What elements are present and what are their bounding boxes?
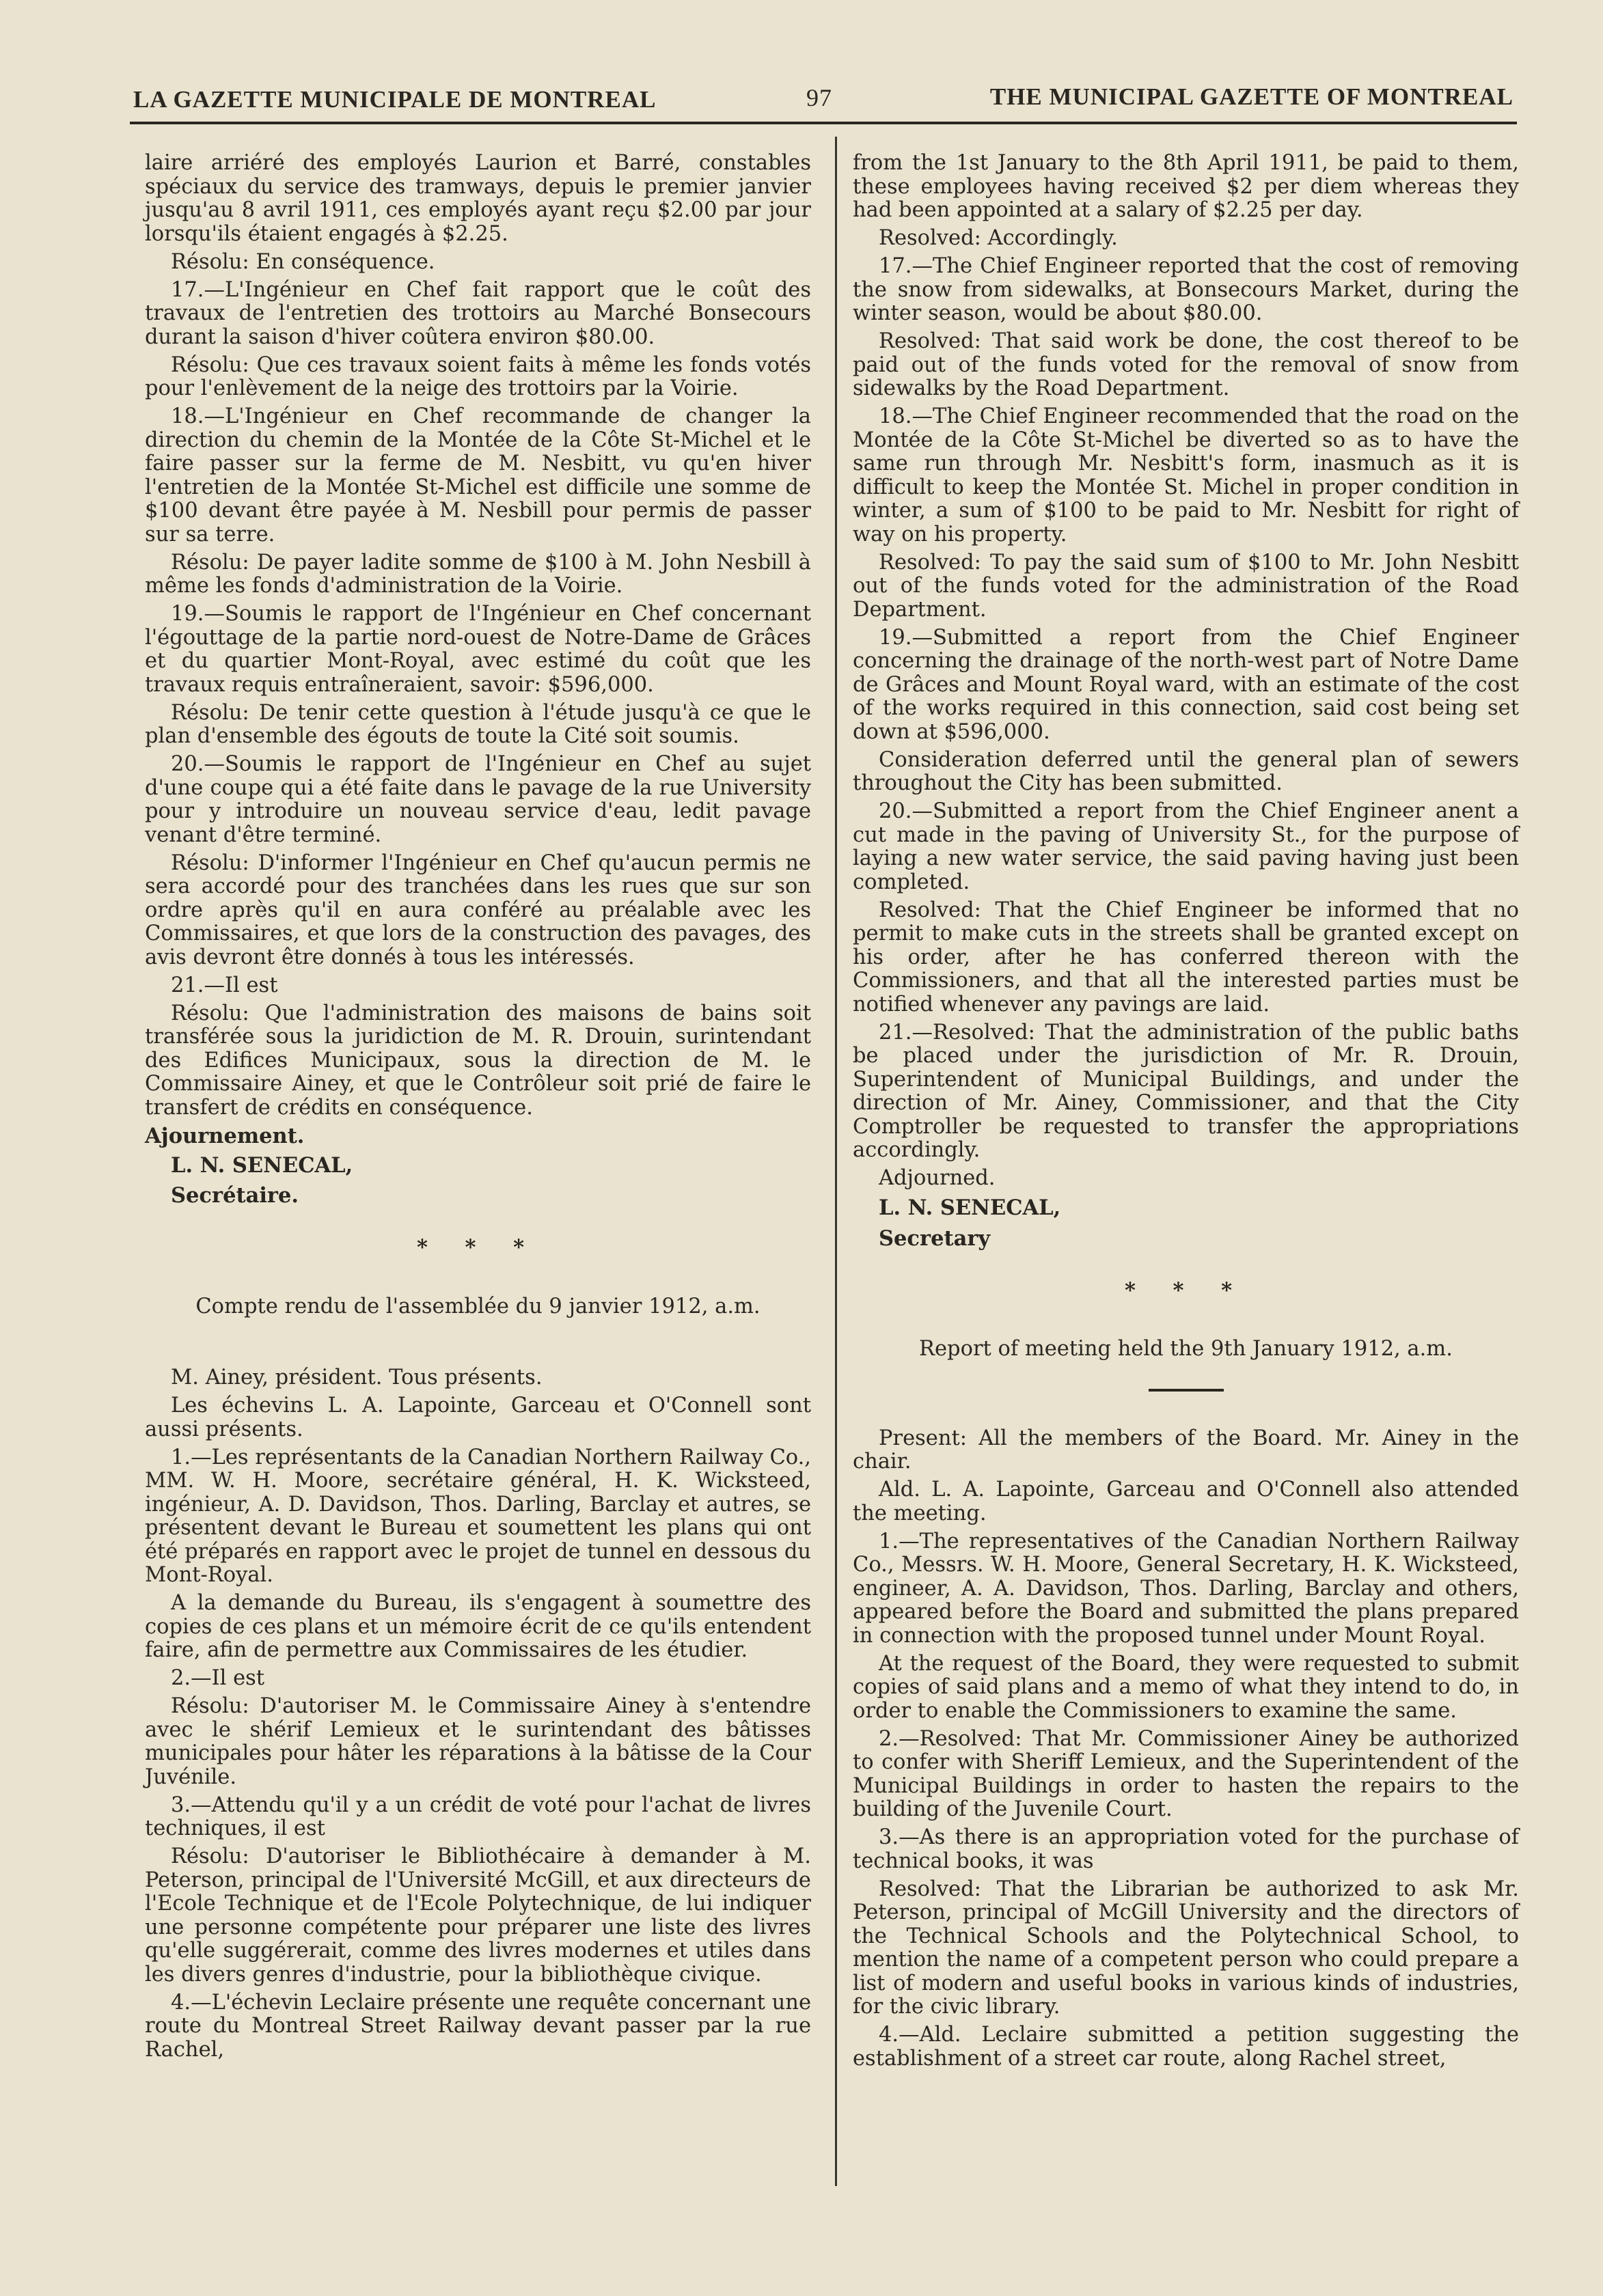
column-divider — [835, 137, 837, 2186]
fr-paragraph: Résolu: De tenir cette question à l'étude jusqu'à ce que le plan d'ensemble des égouts de toute la Cité soit soumis. — [145, 700, 811, 748]
fr-paragraph: Les échevins L. A. Lapointe, Garceau et O'Connell sont aussi présents. — [145, 1394, 811, 1441]
en-paragraph: Resolved: That the Librarian be authorized to ask Mr. Peterson, principal of McGill University and the directors of the Technical Schools and the Polytechnical School, to mention the name of a competent person who could prepare a list of modern and useful books in various kinds of industries, for the civic library. — [853, 1877, 1519, 2019]
fr-paragraph: 1.—Les représentants de la Canadian Northern Railway Co., MM. W. H. Moore, secrétaire général, H. K. Wicksteed, ingénieur, A. D. Davidson, Thos. Darling, Barclay et autres, se présentent devant le Bureau et soumettent les plans qui ont été préparés en rapport avec le projet de tunnel en dessous du Mont-Royal. — [145, 1445, 811, 1587]
title-rule — [1149, 1389, 1224, 1392]
en-paragraph: Resolved: That the Chief Engineer be informed that no permit to make cuts in the streets shall be granted except on his order, after he has conferred thereon with the Commissioners, and that all the interested parties must be notified whenever any pavings are laid. — [853, 898, 1519, 1016]
en-paragraph: 19.—Submitted a report from the Chief Engineer concerning the drainage of the north-west part of Notre Dame de Grâces and Mount Royal ward, with an estimate of the cost of the works required in this connection, said cost being set down at $596,000. — [853, 625, 1519, 744]
en-paragraph: Resolved: That said work be done, the cost thereof to be paid out of the funds voted for the removal of snow from sidewalks by the Road Department. — [853, 329, 1519, 400]
fr-paragraph: 4.—L'échevin Leclaire présente une requête concernant une route du Montreal Street Railway devant passer par la rue Rachel, — [145, 1990, 811, 2062]
fr-paragraph: Résolu: Que ces travaux soient faits à même les fonds votés pour l'enlèvement de la neige des trottoirs par la Voirie. — [145, 352, 811, 400]
page-header — [133, 81, 1513, 122]
en-meeting-title: Report of meeting held the 9th January 1912, a.m. — [919, 1337, 1453, 1361]
en-paragraph: Consideration deferred until the general plan of sewers throughout the City has been submitted. — [853, 747, 1519, 795]
en-paragraph: 1.—The representatives of the Canadian Northern Railway Co., Messrs. W. H. Moore, General Secretary, H. K. Wicksteed, engineer, A. A. Davidson, Thos. Darling, Barclay and others, appeared before the Board and submitted the plans prepared in connection with the proposed tunnel under Mount Royal. — [853, 1529, 1519, 1648]
header-english-title: THE MUNICIPAL GAZETTE OF MONTREAL — [989, 83, 1513, 110]
en-paragraph: 3.—As there is an appropriation voted for the purchase of technical books, it was — [853, 1825, 1519, 1873]
en-paragraph: 17.—The Chief Engineer reported that the cost of removing the snow from sidewalks, at Bonsecours Market, during the winter season, would be about $80.00. — [853, 254, 1519, 325]
en-paragraph: 21.—Resolved: That the administration of the public baths be placed under the jurisdiction of Mr. R. Drouin, Superintendent of Municipal Buildings, and under the direction of Mr. Ainey, Commissioner, and that the City Comptroller be requested to transfer the appropriations accordingly. — [853, 1020, 1519, 1162]
fr-paragraph: 19.—Soumis le rapport de l'Ingénieur en Chef concernant l'égouttage de la partie nord-ouest de Notre-Dame de Grâces et du quartier Mont-Royal, avec estimé du coût que les travaux requis entraîneraient, savoir: $596,000. — [145, 602, 811, 697]
en-paragraph: 4.—Ald. Leclaire submitted a petition suggesting the establishment of a street car route, along Rachel street, — [853, 2023, 1519, 2071]
english-column — [853, 152, 1519, 2075]
fr-paragraph: A la demande du Bureau, ils s'engagent à soumettre des copies de ces plans et un mémoire écrit de ce qu'ils entendent faire, afin de permettre aux Commissaires de les étudier. — [145, 1591, 811, 1662]
fr-paragraph: Résolu: D'informer l'Ingénieur en Chef qu'aucun permis ne sera accordé pour des tranchées dans les rues que sur son ordre après qu'il en aura conféré au préalable avec les Commissaires, et que lors de la construction des pavages, des avis devront être donnés à tous les intéressés. — [145, 850, 811, 969]
header-french-title: LA GAZETTE MUNICIPALE DE MONTREAL — [133, 86, 657, 113]
header-rule — [130, 122, 1517, 124]
fr-paragraph: 17.—L'Ingénieur en Chef fait rapport que le coût des travaux de l'entretien des trottoirs au Marché Bonsecours durant la saison d'hiver coûtera environ $80.00. — [145, 277, 811, 349]
en-paragraph: At the request of the Board, they were requested to submit copies of said plans and a memo of what they intend to do, in order to enable the Commissioners to examine the same. — [853, 1651, 1519, 1723]
fr-paragraph: laire arriéré des employés Laurion et Barré, constables spéciaux du service des tramways, depuis le premier janvier jusqu'au 8 avril 1911, ces employés ayant reçu $2.00 par jour lorsqu'ils étaient engagés à $2.25. — [145, 151, 811, 246]
en-separator: * * * — [1124, 1277, 1248, 1303]
fr-paragraph: 18.—L'Ingénieur en Chef recommande de changer la direction du chemin de la Montée de la Côte St-Michel et le faire passer sur la ferme de M. Nesbitt, vu qu'en hiver l'entretien de la Montée St-Michel est difficile une somme de $100 devant être payée à M. Nesbill pour permis de passer sur sa terre. — [145, 404, 811, 547]
fr-paragraph: 21.—Il est — [171, 973, 278, 997]
en-paragraph: Resolved: Accordingly. — [879, 226, 1118, 250]
fr-paragraph: Résolu: D'autoriser M. le Commissaire Ainey à s'entendre avec le shérif Lemieux et le surintendant des bâtisses municipales pour hâter les réparations à la bâtisse de la Cour Juvénile. — [145, 1694, 811, 1789]
en-paragraph: from the 1st January to the 8th April 1911, be paid to them, these employees having received $2 per diem whereas they had been appointed at a salary of $2.25 per day. — [853, 151, 1519, 222]
fr-paragraph: Résolu: En conséquence. — [171, 249, 435, 274]
fr-paragraph: M. Ainey, président. Tous présents. — [171, 1366, 543, 1389]
en-paragraph: Ald. L. A. Lapointe, Garceau and O'Connell also attended the meeting. — [853, 1478, 1519, 1525]
en-paragraph: Resolved: To pay the said sum of $100 to Mr. John Nesbitt out of the funds voted for the administration of the Road Department. — [853, 550, 1519, 622]
fr-signature-title: Secrétaire. — [171, 1183, 299, 1208]
fr-paragraph: 2.—Il est — [171, 1666, 265, 1690]
fr-paragraph: 20.—Soumis le rapport de l'Ingénieur en Chef au sujet d'une coupe qui a été faite dans le pavage de la rue University pour y introduire un nouveau service d'eau, ledit pavage venant d'être terminé. — [145, 752, 811, 847]
page-number: 97 — [806, 84, 832, 111]
fr-paragraph: Résolu: D'autoriser le Bibliothécaire à demander à M. Peterson, principal de l'Université McGill, et aux directeurs de l'Ecole Technique et de l'Ecole Polytechnique, de lui indiquer une personne compétente pour préparer une liste des livres qu'elle suggérerait, comme des livres modernes et utiles dans les divers genres d'industrie, pour la bibliothèque civique. — [145, 1844, 811, 1987]
en-signature-name: L. N. SENECAL, — [879, 1195, 1061, 1220]
en-signature-title: Secretary — [879, 1226, 991, 1251]
fr-meeting-title: Compte rendu de l'assemblée du 9 janvier 1912, a.m. — [195, 1294, 761, 1318]
en-paragraph: 20.—Submitted a report from the Chief Engineer anent a cut made in the paving of University St., for the purpose of laying a new water service, the said paving having just been completed. — [853, 799, 1519, 894]
fr-separator: * * * — [416, 1235, 540, 1260]
french-column — [145, 152, 811, 2066]
fr-paragraph: Résolu: De payer ladite somme de $100 à M. John Nesbill à même les fonds d'administration de la Voirie. — [145, 550, 811, 598]
en-paragraph: 2.—Resolved: That Mr. Commissioner Ainey be authorized to confer with Sheriff Lemieux, and the Superintendent of the Municipal Buildings in order to hasten the repairs to the building of the Juvenile Court. — [853, 1726, 1519, 1821]
en-paragraph: Present: All the members of the Board. Mr. Ainey in the chair. — [853, 1426, 1519, 1474]
fr-adjournment: Ajournement. — [145, 1123, 305, 1148]
fr-paragraph: 3.—Attendu qu'il y a un crédit de voté pour l'achat de livres techniques, il est — [145, 1793, 811, 1840]
en-adjournment: Adjourned. — [879, 1166, 996, 1190]
en-paragraph: 18.—The Chief Engineer recommended that the road on the Montée de la Côte St-Michel be diverted so as to have the same run through Mr. Nesbitt's form, inasmuch as it is difficult to keep the Montée St. Michel in proper condition in winter, a sum of $100 to be paid to Mr. Nesbitt for right of way on his property. — [853, 404, 1519, 547]
fr-paragraph: Résolu: Que l'administration des maisons de bains soit transférée sous la juridiction de M. R. Drouin, surintendant des Edifices Municipaux, sous la direction de M. le Commissaire Ainey, et que le Contrôleur soit prié de faire le transfert de crédits en conséquence. — [145, 1001, 811, 1120]
fr-signature-name: L. N. SENECAL, — [171, 1152, 353, 1178]
